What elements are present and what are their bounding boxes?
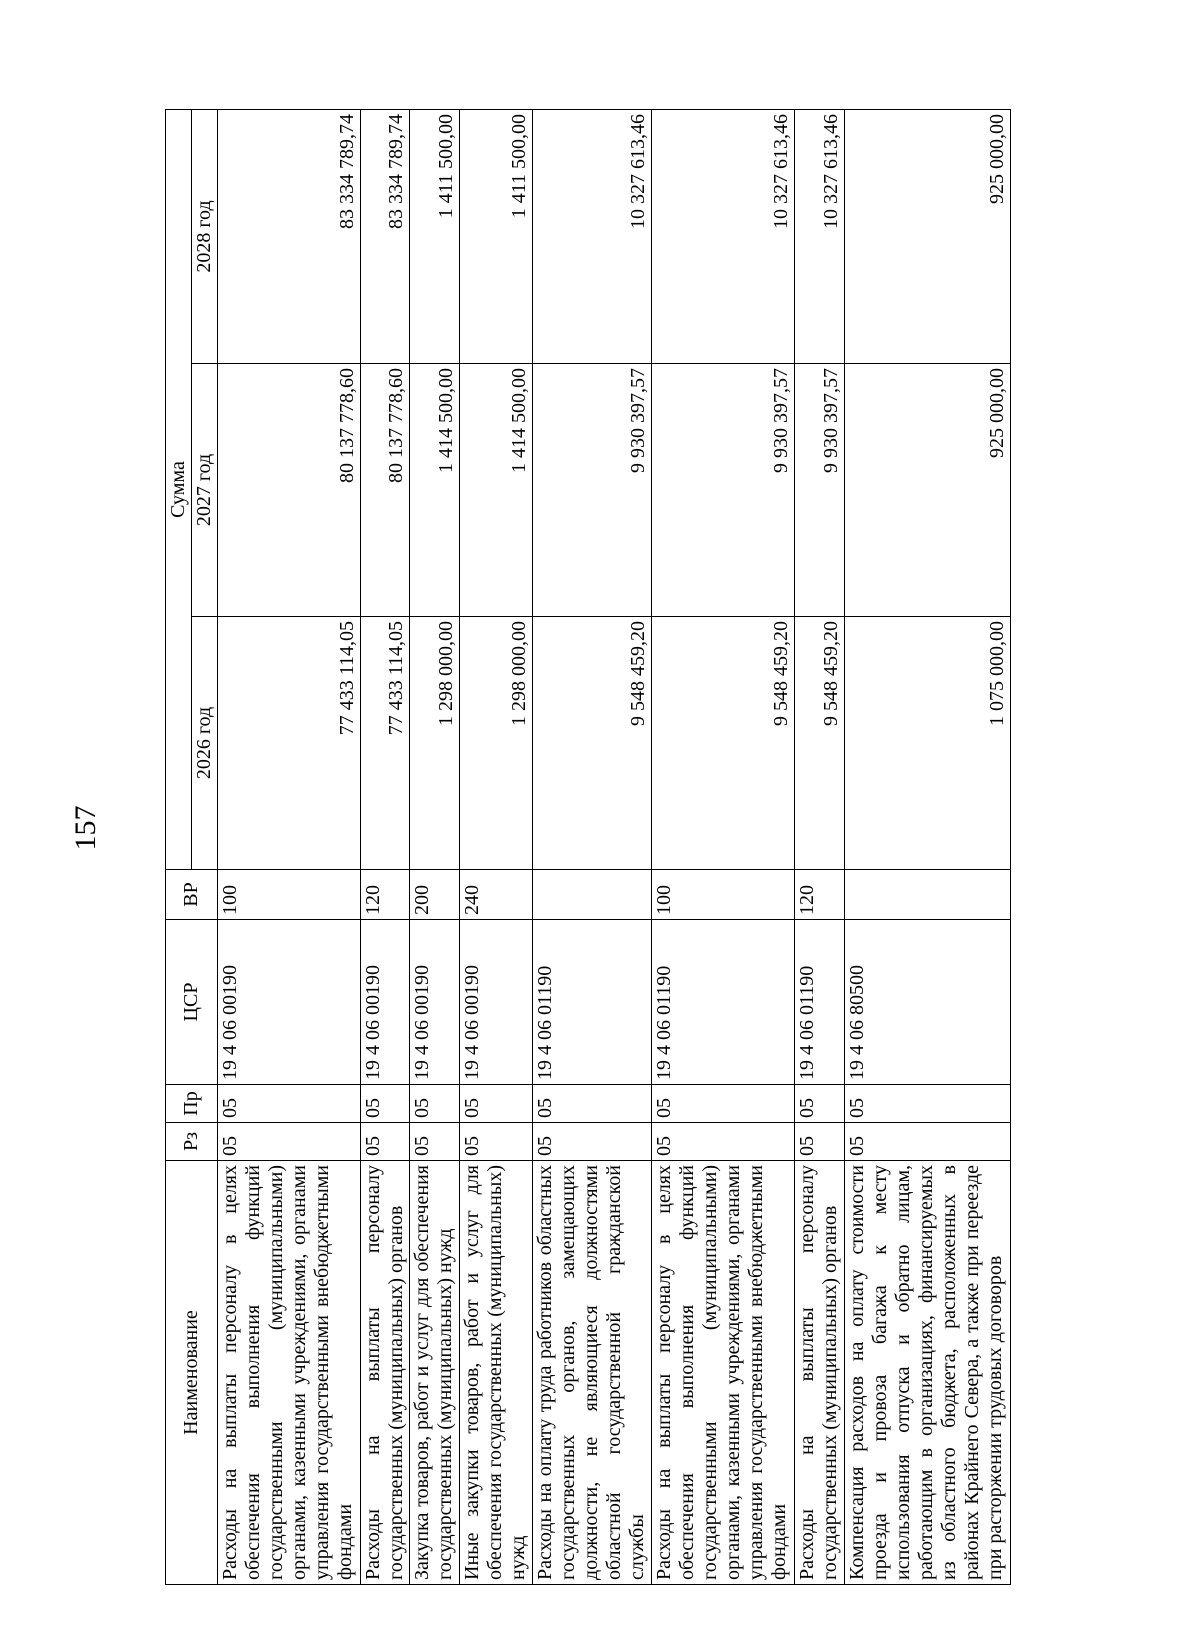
row-csr: 19 4 06 00190 bbox=[218, 920, 361, 1085]
row-2028: 10 327 613,46 bbox=[652, 109, 795, 363]
row-name: Расходы на выплаты персоналу государственных (муниципальных) органов bbox=[795, 1161, 845, 1585]
row-2028: 83 334 789,74 bbox=[360, 109, 410, 363]
row-vr bbox=[532, 870, 652, 920]
row-rz: 05 bbox=[218, 1123, 361, 1161]
page-number: 157 bbox=[69, 805, 102, 851]
row-2026: 1 298 000,00 bbox=[460, 617, 533, 870]
row-rz: 05 bbox=[360, 1123, 410, 1161]
row-2026: 1 075 000,00 bbox=[844, 617, 1010, 870]
row-2028: 10 327 613,46 bbox=[532, 109, 652, 363]
table-row bbox=[218, 109, 361, 1584]
header-rz: Рз bbox=[166, 1123, 218, 1161]
row-vr: 100 bbox=[652, 870, 795, 920]
row-2028: 925 000,00 bbox=[844, 109, 1010, 363]
row-2026: 9 548 459,20 bbox=[652, 617, 795, 870]
header-2026: 2026 год bbox=[192, 617, 218, 870]
row-name: Иные закупки товаров, работ и услуг для обеспечения государственных (муниципальных) нужд bbox=[460, 1161, 533, 1585]
row-pr: 05 bbox=[532, 1085, 652, 1123]
table-rotation-wrapper bbox=[165, 110, 1011, 1585]
row-name: Закупка товаров, работ и услуг для обеспечения государственных (муниципальных) нужд bbox=[410, 1161, 460, 1585]
row-name: Расходы на выплаты персоналу государственных (муниципальных) органов bbox=[360, 1161, 410, 1585]
row-csr: 19 4 06 00190 bbox=[410, 920, 460, 1085]
row-csr: 19 4 06 01190 bbox=[532, 920, 652, 1085]
row-csr: 19 4 06 00190 bbox=[460, 920, 533, 1085]
row-name: Расходы на выплаты персоналу в целях обеспечения выполнения функций государственными (муниципальными) органами, казенными учреждениями, органами управления государственными внебюджетными фондами bbox=[218, 1161, 361, 1585]
header-2028: 2028 год bbox=[192, 109, 218, 363]
row-pr: 05 bbox=[460, 1085, 533, 1123]
row-2027: 80 137 778,60 bbox=[360, 364, 410, 617]
table-row bbox=[460, 109, 533, 1584]
row-rz: 05 bbox=[460, 1123, 533, 1161]
row-csr: 19 4 06 01190 bbox=[652, 920, 795, 1085]
row-2027: 9 930 397,57 bbox=[532, 364, 652, 617]
row-pr: 05 bbox=[844, 1085, 1010, 1123]
table-row bbox=[410, 109, 460, 1584]
row-pr: 05 bbox=[218, 1085, 361, 1123]
header-2027: 2027 год bbox=[192, 364, 218, 617]
row-csr: 19 4 06 80500 bbox=[844, 920, 1010, 1085]
budget-table bbox=[165, 109, 1011, 1585]
row-csr: 19 4 06 01190 bbox=[795, 920, 845, 1085]
row-2027: 9 930 397,57 bbox=[795, 364, 845, 617]
row-vr: 120 bbox=[360, 870, 410, 920]
table-row bbox=[360, 109, 410, 1584]
row-2028: 10 327 613,46 bbox=[795, 109, 845, 363]
row-2026: 1 298 000,00 bbox=[410, 617, 460, 870]
header-csr: ЦСР bbox=[166, 920, 218, 1085]
row-2028: 83 334 789,74 bbox=[218, 109, 361, 363]
row-rz: 05 bbox=[410, 1123, 460, 1161]
row-2027: 1 414 500,00 bbox=[410, 364, 460, 617]
rotated-table-area bbox=[165, 110, 1200, 1580]
row-2027: 80 137 778,60 bbox=[218, 364, 361, 617]
row-2027: 9 930 397,57 bbox=[652, 364, 795, 617]
row-name: Расходы на выплаты персоналу в целях обеспечения выполнения функций государственными (муниципальными) органами, казенными учреждениями, органами управления государственными внебюджетными фондами bbox=[652, 1161, 795, 1585]
row-2026: 77 433 114,05 bbox=[218, 617, 361, 870]
row-2028: 1 411 500,00 bbox=[460, 109, 533, 363]
row-vr: 100 bbox=[218, 870, 361, 920]
row-name: Компенсация расходов на оплату стоимости проезда и провоза багажа к месту использования отпуска и обратно лицам, работающим в организациях, финансируемых из областного бюджета, расположенных в районах Крайнего Севера, а также при переезде при расторжении трудовых договоров bbox=[844, 1161, 1010, 1585]
header-name: Наименование bbox=[166, 1161, 218, 1585]
row-csr: 19 4 06 00190 bbox=[360, 920, 410, 1085]
row-vr: 240 bbox=[460, 870, 533, 920]
table-row bbox=[652, 109, 795, 1584]
row-rz: 05 bbox=[532, 1123, 652, 1161]
row-pr: 05 bbox=[360, 1085, 410, 1123]
row-pr: 05 bbox=[410, 1085, 460, 1123]
table-row bbox=[532, 109, 652, 1584]
row-pr: 05 bbox=[652, 1085, 795, 1123]
row-rz: 05 bbox=[795, 1123, 845, 1161]
table-row bbox=[795, 109, 845, 1584]
row-vr: 120 bbox=[795, 870, 845, 920]
row-2026: 9 548 459,20 bbox=[795, 617, 845, 870]
header-sum: Сумма bbox=[166, 109, 192, 869]
header-pr: Пр bbox=[166, 1085, 218, 1123]
row-2026: 9 548 459,20 bbox=[532, 617, 652, 870]
row-pr: 05 bbox=[795, 1085, 845, 1123]
row-vr: 200 bbox=[410, 870, 460, 920]
row-2026: 77 433 114,05 bbox=[360, 617, 410, 870]
row-2028: 1 411 500,00 bbox=[410, 109, 460, 363]
row-vr bbox=[844, 870, 1010, 920]
table-row bbox=[844, 109, 1010, 1584]
row-2027: 1 414 500,00 bbox=[460, 364, 533, 617]
header-vr: ВР bbox=[166, 870, 218, 920]
row-2027: 925 000,00 bbox=[844, 364, 1010, 617]
row-name: Расходы на оплату труда работников областных государственных органов, замещающих должности, не являющиеся должностями областной государственной гражданской службы bbox=[532, 1161, 652, 1585]
row-rz: 05 bbox=[652, 1123, 795, 1161]
row-rz: 05 bbox=[844, 1123, 1010, 1161]
